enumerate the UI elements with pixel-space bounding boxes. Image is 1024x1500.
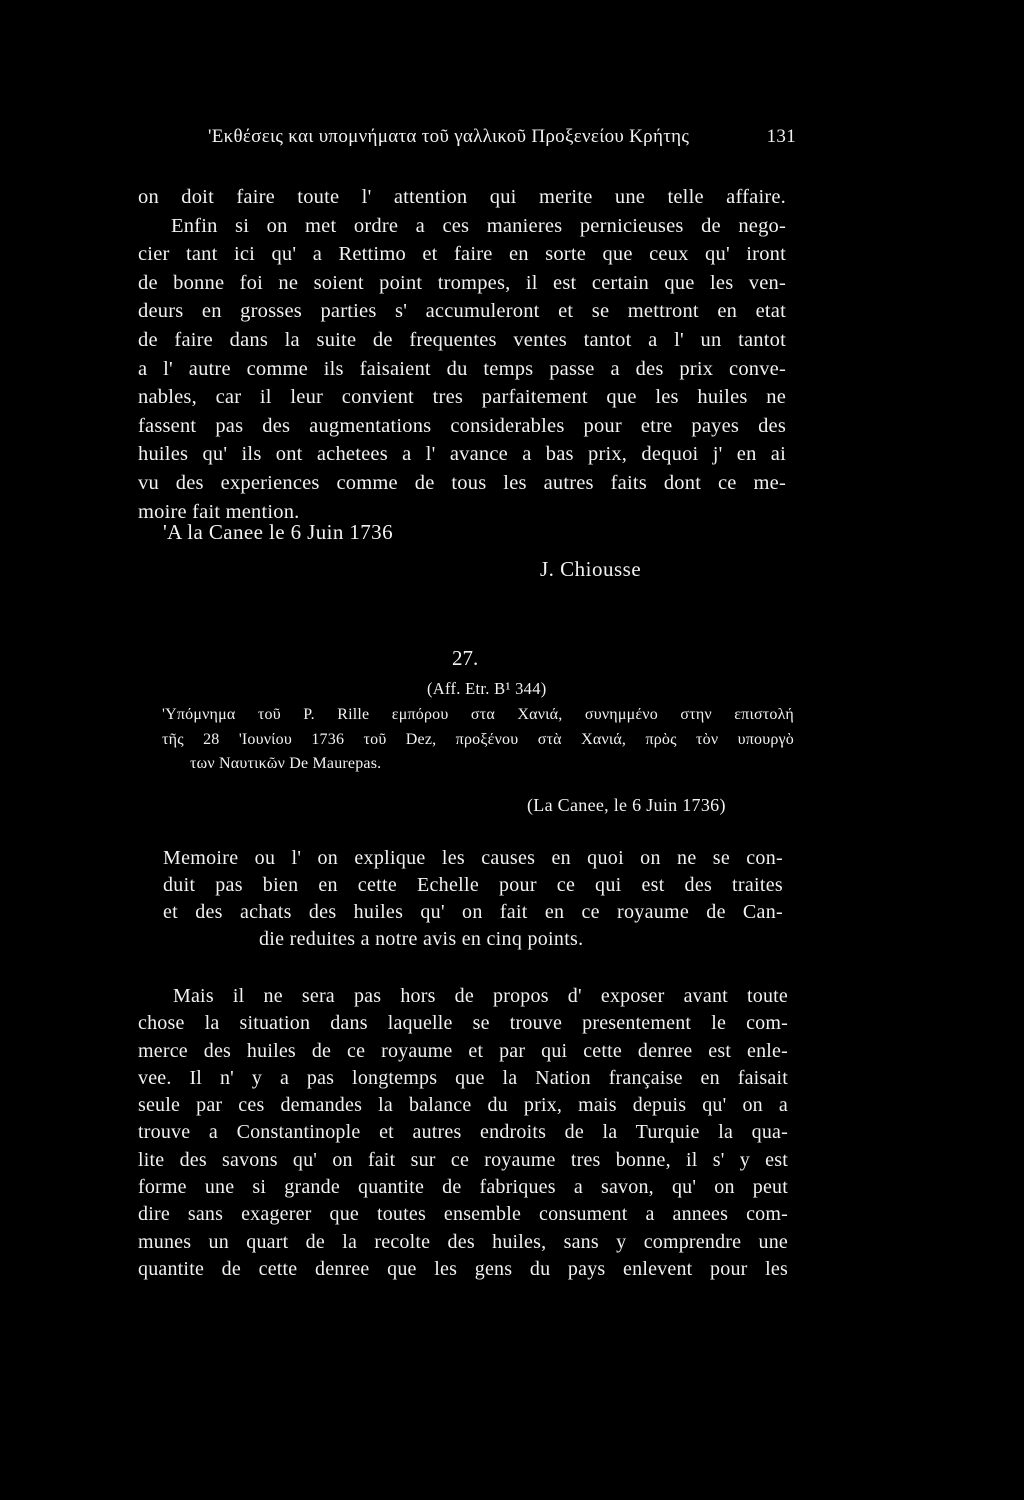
text-line: fassent pas des augmentations considerables pour etre payes des bbox=[138, 414, 786, 437]
title-line: et des achats des huiles qu' on fait en ce royaume de Can- bbox=[163, 901, 783, 923]
text-line: dire sans exagerer que toutes ensemble consument a annees com- bbox=[138, 1203, 788, 1226]
document-number: 27. bbox=[452, 646, 479, 670]
running-title: 'Εκθέσεις και υπομνήματα τοῦ γαλλικοῦ Προξενείου Κρήτης bbox=[208, 126, 690, 147]
text-line: lite des savons qu' on fait sur ce royaume tres bonne, il s' y est bbox=[138, 1148, 788, 1171]
signature: J. Chiousse bbox=[540, 557, 642, 581]
memoir-title bbox=[163, 845, 783, 953]
running-header bbox=[208, 126, 796, 148]
text-line: forme une si grande quantite de fabriques a savon, qu' on peut bbox=[138, 1176, 788, 1199]
note-line: τῆς 28 'Ιουνίου 1736 τοῦ Dez, προξένου στὰ Χανιά, πρὸς τὸν υπουργὸ bbox=[162, 730, 794, 748]
text-line: deurs en grosses parties s' accumuleront et se mettront en etat bbox=[138, 300, 786, 323]
body-paragraph bbox=[138, 983, 788, 1283]
text-line: de bonne foi ne soient point trompes, il est certain que les ven- bbox=[138, 271, 786, 294]
note-line: 'Υπόμνημα τοῦ P. Rille εμπόρου στα Χανιά, συνημμένο στην επιστολή bbox=[162, 706, 794, 723]
text-line: on doit faire toute l' attention qui merite une telle affaire. bbox=[138, 186, 786, 208]
text-line: moire fait mention. bbox=[138, 500, 300, 523]
note-line: των Ναυτικῶν De Maurepas. bbox=[190, 755, 382, 772]
text-line: a l' autre comme ils faisaient du temps passe a des prix conve- bbox=[138, 357, 786, 380]
text-line: Mais il ne sera pas hors de propos d' exposer avant toute bbox=[173, 985, 788, 1007]
place-date: (La Canee, le 6 Juin 1736) bbox=[527, 795, 726, 815]
main-paragraph bbox=[138, 183, 786, 526]
dateline: 'A la Canee le 6 Juin 1736 bbox=[163, 520, 393, 544]
text-line: seule par ces demandes la balance du prix, mais depuis qu' on a bbox=[138, 1094, 788, 1117]
title-line: Memoire ou l' on explique les causes en quoi on ne se con- bbox=[163, 847, 783, 869]
archive-reference: (Aff. Etr. B¹ 344) bbox=[427, 679, 547, 698]
text-line: de faire dans la suite de frequentes ventes tantot a l' un tantot bbox=[138, 328, 786, 351]
title-line: die reduites a notre avis en cinq points. bbox=[259, 928, 584, 950]
title-line: duit pas bien en cette Echelle pour ce qui est des traites bbox=[163, 874, 783, 896]
text-line: merce des huiles de ce royaume et par qui cette denree est enle- bbox=[138, 1039, 788, 1062]
editorial-note bbox=[162, 703, 794, 777]
text-line: nables, car il leur convient tres parfaitement que les huiles ne bbox=[138, 386, 786, 409]
text-line: quantite de cette denree que les gens du pays enlevent pour les bbox=[138, 1257, 788, 1280]
text-line: trouve a Constantinople et autres endroits de la Turquie la qua- bbox=[138, 1121, 788, 1144]
page-number: 131 bbox=[766, 126, 796, 147]
text-line: cier tant ici qu' a Rettimo et faire en sorte que ceux qu' iront bbox=[138, 243, 786, 266]
text-line: vu des experiences comme de tous les autres faits dont ce me- bbox=[138, 471, 786, 494]
text-line: chose la situation dans laquelle se trouve presentement le com- bbox=[138, 1012, 788, 1035]
text-line: munes un quart de la recolte des huiles, sans y comprendre une bbox=[138, 1230, 788, 1253]
text-line: Enfin si on met ordre a ces manieres pernicieuses de nego- bbox=[171, 214, 786, 237]
text-line: huiles qu' ils ont achetees a l' avance a bas prix, dequoi j' en ai bbox=[138, 443, 786, 466]
text-line: vee. Il n' y a pas longtemps que la Nation française en faisait bbox=[138, 1066, 788, 1089]
